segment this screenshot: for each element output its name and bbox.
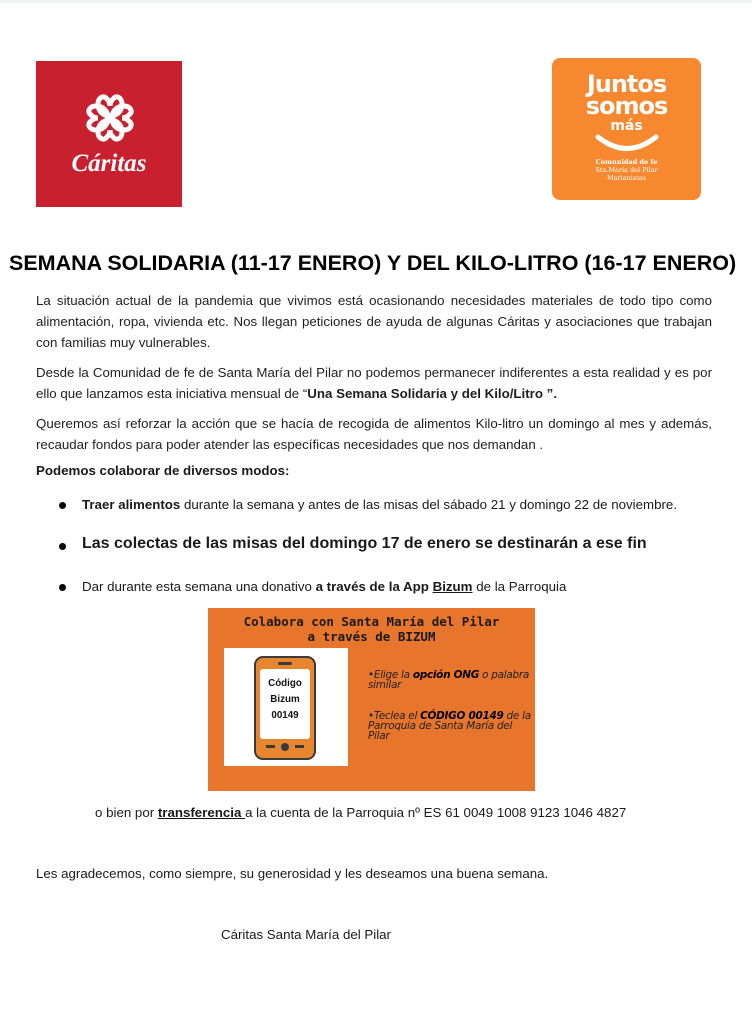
list-item-bold: Traer alimentos [82, 497, 181, 512]
bullet-icon [59, 584, 66, 591]
step-text: •Elige la [368, 669, 413, 681]
bullet-icon [59, 502, 66, 509]
phone-code-number: 00149 [271, 710, 299, 721]
paragraph-initiative-text: Desde la Comunidad de fe de Santa María del Pilar no podemos permanecer indiferentes a esta realidad y es por ello que lanzamos esta iniciativa mensual de “ [36, 365, 712, 401]
smile-icon [592, 134, 662, 154]
step-text: •Teclea el [368, 710, 421, 722]
bizum-step-1 [368, 670, 533, 690]
list-item-bold: a través de la App [315, 579, 433, 594]
juntos-subtitle-3: Marianistas [606, 174, 647, 182]
bizum-title-2: a través de BIZUM [307, 629, 436, 644]
transfer-link[interactable]: transferencia [157, 805, 246, 820]
step-highlight: opción ONG [412, 669, 480, 681]
paragraph-initiative [36, 362, 712, 404]
bizum-link[interactable]: Bizum [432, 579, 473, 594]
phone-speaker [278, 662, 292, 665]
signature: Cáritas Santa María del Pilar [221, 927, 391, 942]
phone-icon [254, 656, 316, 760]
section-heading: Podemos colaborar de diversos modos: [36, 463, 290, 478]
phone-screen [260, 669, 310, 739]
thanks-paragraph: Les agradecemos, como siempre, su generosidad y les deseamos una buena semana. [36, 866, 549, 881]
mas-word: más [610, 118, 643, 134]
bizum-step-2 [368, 711, 533, 741]
phone-code-label: Bizum [270, 694, 300, 705]
bullet-icon [59, 543, 66, 550]
transfer-text: o bien por [95, 805, 158, 820]
caritas-cross-icon [82, 90, 138, 146]
phone-buttons-icon [264, 742, 306, 752]
step-text: o palabra similar [368, 669, 530, 691]
caritas-logo [36, 61, 182, 207]
juntos-subtitle-1: Comunidad de fe [595, 158, 658, 166]
juntos-somos-mas-logo [552, 58, 701, 200]
phone-code-label: Código [268, 678, 302, 689]
list-item-start: Dar durante esta semana una donativo [82, 579, 316, 594]
phone-panel [224, 648, 348, 766]
bizum-banner [208, 608, 535, 791]
paragraph-situation: La situación actual de la pandemia que vivimos está ocasionando necesidades materiales de todo tipo como alimentación, ropa, vivienda etc. Nos llegan peticiones de ayuda de algunas Cáritas y asociaciones que trabajan con familias muy vulnerables. [36, 293, 712, 350]
transfer-line [95, 805, 626, 820]
juntos-subtitle-2: Sta.María del Pilar [595, 166, 658, 174]
top-border [0, 0, 752, 3]
list-item-end: de la Parroquia [472, 579, 567, 594]
list-item-text [82, 579, 566, 594]
step-text: de la Parroquia de Santa María del Pilar [368, 710, 531, 742]
initiative-name: Una Semana Solidaria y del Kilo/Litro ”. [307, 386, 558, 401]
step-highlight: CÓDIGO 00149 [420, 710, 504, 722]
paragraph-purpose: Queremos así reforzar la acción que se hacía de recogida de alimentos Kilo-litro un domingo al mes y además, recaudar fondos para poder atender las específicas necesidades que nos demandan . [36, 416, 712, 452]
juntos-word: Juntos [586, 70, 667, 98]
list-item-rest: durante la semana y antes de las misas del sábado 21 y domingo 22 de noviembre. [180, 497, 678, 512]
caritas-logo-text: Cáritas [71, 150, 147, 177]
transfer-account: a la cuenta de la Parroquia nº ES 61 0049 1008 9123 1046 4827 [245, 805, 627, 820]
page-title: SEMANA SOLIDARIA (11-17 ENERO) Y DEL KILO-LITRO (16-17 ENERO) [9, 251, 737, 275]
bizum-title-1: Colabora con Santa María del Pilar [243, 614, 500, 629]
somos-word: somos [585, 92, 668, 120]
list-item-text [82, 497, 677, 512]
list-item-text: Las colectas de las misas del domingo 17 de enero se destinarán a ese fin [82, 535, 647, 552]
